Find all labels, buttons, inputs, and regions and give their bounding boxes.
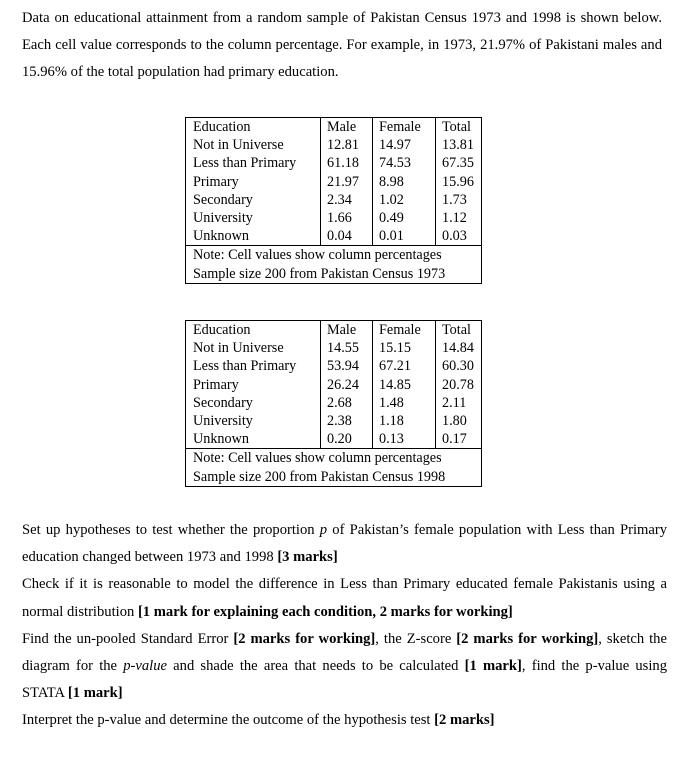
q3-text-d: and shade the area that needs to be calculated [166, 658, 465, 675]
table-row [186, 154, 482, 172]
row-label: Less than Primary [186, 357, 321, 375]
header-total: Total [436, 118, 482, 137]
table-row [186, 394, 482, 412]
cell-total: 60.30 [436, 357, 482, 375]
cell-male: 2.34 [321, 191, 373, 209]
question-2 [22, 571, 667, 625]
row-label: Unknown [186, 227, 321, 246]
table-note [186, 449, 482, 487]
table-row [186, 357, 482, 375]
question-4 [22, 707, 667, 734]
row-label: Unknown [186, 430, 321, 449]
row-label: University [186, 412, 321, 430]
header-male: Male [321, 118, 373, 137]
table-note-row [186, 246, 482, 284]
row-label: Primary [186, 173, 321, 191]
note-line-1: Note: Cell values show column percentages [193, 450, 442, 467]
header-education: Education [186, 118, 321, 137]
cell-female: 8.98 [373, 173, 436, 191]
table-1998 [185, 320, 482, 487]
cell-total: 0.17 [436, 430, 482, 449]
q1-p-symbol: p [319, 522, 328, 538]
table-row [186, 376, 482, 394]
cell-male: 53.94 [321, 357, 373, 375]
row-label: Secondary [186, 191, 321, 209]
row-label: Not in Universe [186, 136, 321, 154]
cell-total: 67.35 [436, 154, 482, 172]
note-line-2: Sample size 200 from Pakistan Census 1973 [193, 265, 446, 282]
note-line-2: Sample size 200 from Pakistan Census 1998 [193, 468, 446, 485]
row-label: Primary [186, 376, 321, 394]
row-label: University [186, 209, 321, 227]
q4-marks: [2 marks] [434, 712, 495, 729]
cell-total: 1.12 [436, 209, 482, 227]
cell-male: 1.66 [321, 209, 373, 227]
table-row [186, 412, 482, 430]
cell-female: 14.85 [373, 376, 436, 394]
row-label: Secondary [186, 394, 321, 412]
cell-female: 74.53 [373, 154, 436, 172]
q3-text-b: , the Z-score [375, 630, 457, 647]
cell-male: 14.55 [321, 339, 373, 357]
table-row [186, 136, 482, 154]
question-1 [22, 517, 667, 571]
table-row [186, 339, 482, 357]
table-row [186, 173, 482, 191]
table-row [186, 209, 482, 227]
cell-female: 67.21 [373, 357, 436, 375]
table-note-row [186, 449, 482, 487]
cell-female: 0.01 [373, 227, 436, 246]
table-row [186, 430, 482, 449]
row-label: Not in Universe [186, 339, 321, 357]
table-row [186, 191, 482, 209]
questions-section [22, 517, 667, 735]
header-female: Female [373, 321, 436, 340]
intro-paragraph: Data on educational attainment from a random sample of Pakistan Census 1973 and 1998 is shown below. Each cell value corresponds to the column percentage. For example, in 1973, 21.97% of Pakistani males and 15.96% of the total population had primary education. [22, 10, 662, 80]
cell-female: 14.97 [373, 136, 436, 154]
q3-marks-1: [2 marks for working] [233, 630, 376, 647]
cell-male: 12.81 [321, 136, 373, 154]
cell-total: 20.78 [436, 376, 482, 394]
cell-female: 1.18 [373, 412, 436, 430]
q1-marks: [3 marks] [277, 549, 338, 566]
cell-female: 1.02 [373, 191, 436, 209]
cell-male: 0.04 [321, 227, 373, 246]
cell-total: 1.80 [436, 412, 482, 430]
q3-marks-2: [2 marks for working] [456, 630, 599, 647]
cell-female: 1.48 [373, 394, 436, 412]
cell-total: 1.73 [436, 191, 482, 209]
q3-text-e: , find the p-value using STATA [22, 658, 667, 702]
header-total: Total [436, 321, 482, 340]
cell-total: 13.81 [436, 136, 482, 154]
header-male: Male [321, 321, 373, 340]
cell-female: 0.49 [373, 209, 436, 227]
cell-total: 15.96 [436, 173, 482, 191]
table-note [186, 246, 482, 284]
header-education: Education [186, 321, 321, 340]
cell-total: 2.11 [436, 394, 482, 412]
table-header-row [186, 118, 482, 137]
q1-text-b: of Pakistan’s female population with Less than Primary education changed between 1973 and 1998 [22, 522, 667, 566]
cell-total: 14.84 [436, 339, 482, 357]
cell-male: 21.97 [321, 173, 373, 191]
note-line-1: Note: Cell values show column percentages [193, 247, 442, 264]
header-female: Female [373, 118, 436, 137]
table-header-row [186, 321, 482, 340]
question-3 [22, 626, 667, 708]
cell-male: 0.20 [321, 430, 373, 449]
q4-text: Interpret the p-value and determine the outcome of the hypothesis test [22, 712, 435, 729]
q3-pvalue-term: p-value [123, 658, 167, 675]
q3-marks-4: [1 mark] [67, 685, 123, 702]
q3-text-a: Find the un-pooled Standard Error [22, 630, 234, 647]
q2-text: Check if it is reasonable to model the difference in Less than Primary educated female Pakistanis using a normal distribution [22, 576, 667, 620]
cell-male: 26.24 [321, 376, 373, 394]
cell-male: 2.38 [321, 412, 373, 430]
q2-marks: [1 mark for explaining each condition, 2 marks for working] [137, 603, 513, 620]
q3-text-c: , sketch the diagram for the [22, 630, 667, 675]
cell-female: 15.15 [373, 339, 436, 357]
cell-total: 0.03 [436, 227, 482, 246]
q3-marks-3: [1 mark] [464, 658, 522, 675]
cell-male: 2.68 [321, 394, 373, 412]
table-row [186, 227, 482, 246]
cell-female: 0.13 [373, 430, 436, 449]
cell-male: 61.18 [321, 154, 373, 172]
row-label: Less than Primary [186, 154, 321, 172]
q1-text-a: Set up hypotheses to test whether the proportion [22, 522, 320, 538]
table-1973 [185, 117, 482, 284]
